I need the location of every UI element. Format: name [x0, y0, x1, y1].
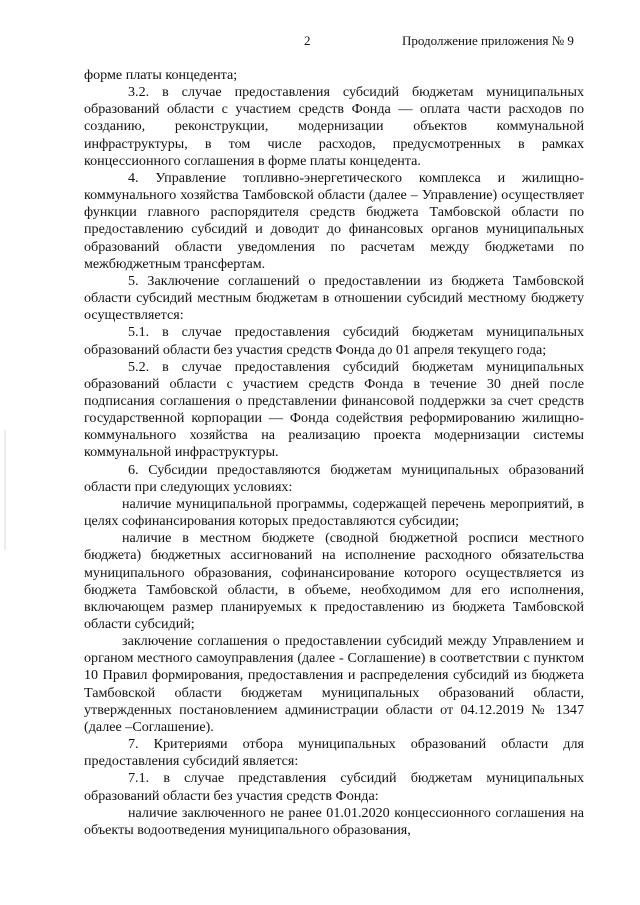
document-body — [84, 67, 584, 839]
paragraph-6: 6. Субсидии предоставляются бюджетам муниципальных образований области при следующих условиях: — [84, 461, 584, 495]
condition-budget-allocations: наличие в местном бюджете (сводной бюджетной росписи местного бюджета) бюджетных ассигнований на исполнение расходного обязательства муниципального образования, софинансирование которого осуществляется из бюджета Тамбовской области, в объеме, необходимом для его исполнения, включающем размер планируемых к предоставлению из бюджета Тамбовской области субсидий; — [84, 530, 584, 632]
appendix-continuation-note: Продолжение приложения № 9 — [402, 33, 574, 48]
paragraph-7: 7. Критериями отбора муниципальных образований области для предоставления субсидий является: — [84, 736, 584, 770]
paragraph-5-2: 5.2. в случае предоставления субсидий бюджетам муниципальных образований области с участием средств Фонда в течение 30 дней после подписания соглашения о представлении финансовой поддержки за счет средств государственной корпорации — Фонда содействия реформированию жилищно-коммунального хозяйства на реализацию проекта модернизации системы коммунальной инфраструктуры. — [84, 358, 584, 461]
paragraph-continuation: форме платы концедента; — [84, 67, 238, 83]
page-number: 2 — [304, 33, 311, 48]
paragraph-3-2: 3.2. в случае предоставления субсидий бюджетам муниципальных образований области с участием средств Фонда — оплата части расходов по созданию, реконструкции, модернизации объектов коммунальной инфраструктуры, в том числе расходов, предусмотренных в рамках концессионного соглашения в форме платы концедента. — [84, 84, 584, 169]
paragraph-5-1: 5.1. в случае предоставления субсидий бюджетам муниципальных образований области без участия средств Фонда до 01 апреля текущего года; — [84, 324, 584, 358]
paragraph-7-1: 7.1. в случае представления субсидий бюджетам муниципальных образований области без участия средств Фонда: — [84, 770, 584, 804]
scan-margin-mark — [4, 430, 6, 550]
condition-agreement: заключение соглашения о предоставлении субсидий между Управлением и органом местного самоуправления (далее - Соглашение) в соответствии с пунктом 10 Правил формирования, предоставления и распределения субсидий из бюджета Тамбовской области бюджетам муниципальных образований области, утвержденных постановлением администрации области от 04.12.2019 № 1347 (далее –Соглашение). — [84, 633, 584, 735]
criterion-concession-agreement: наличие заключенного не ранее 01.01.2020 концессионного соглашения на объекты водоотведения муниципального образования, — [84, 804, 584, 838]
paragraph-5: 5. Заключение соглашений о предоставлении из бюджета Тамбовской области субсидий местным бюджетам в отношении субсидий местному бюджету осуществляется: — [84, 272, 584, 324]
paragraph-4: 4. Управление топливно-энергетического комплекса и жилищно-коммунального хозяйства Тамбовской области (далее – Управление) осуществляет функции главного распорядителя средств бюджета Тамбовской области по предоставлению субсидий и доводит до финансовых органов муниципальных образований области уведомления по расчетам между бюджетами по межбюджетным трансфертам. — [84, 169, 584, 272]
condition-municipal-program: наличие муниципальной программы, содержащей перечень мероприятий, в целях софинансирования которых предоставляются субсидии; — [84, 495, 584, 530]
